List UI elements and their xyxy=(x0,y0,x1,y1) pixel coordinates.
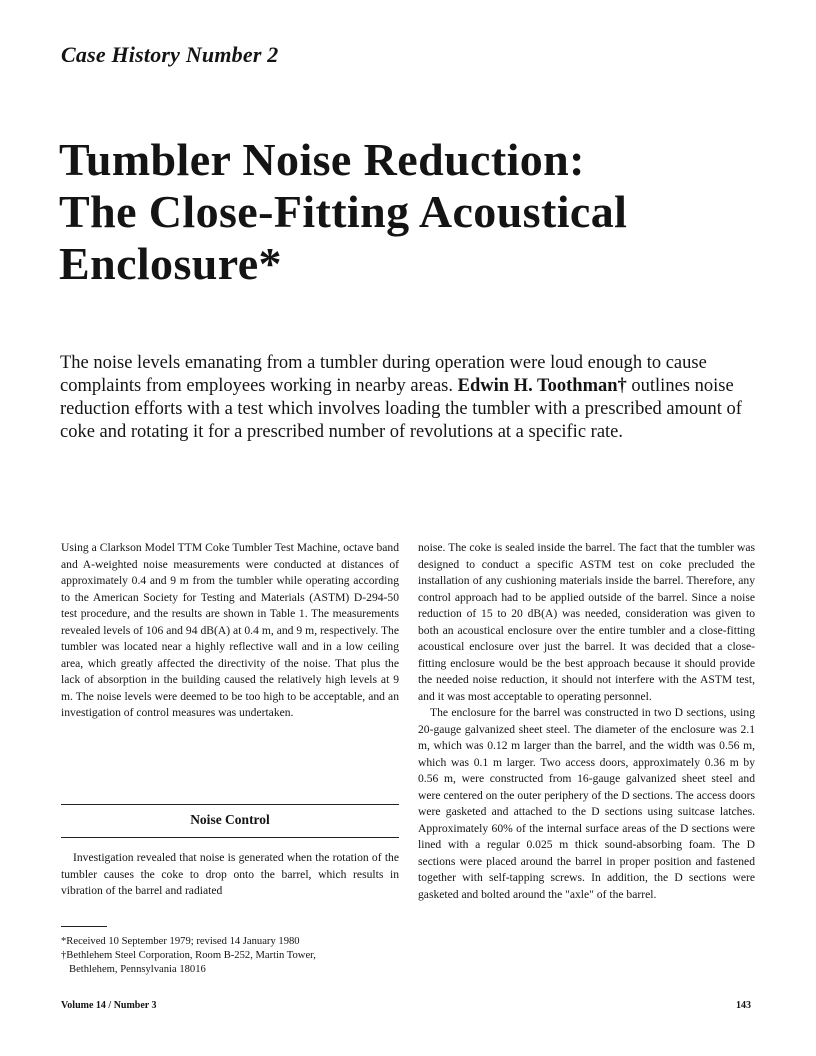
noise-control-paragraph: Investigation revealed that noise is generated when the rotation of the tumbler causes the coke to drop onto the barrel, which results in vibration of the barrel and radiated xyxy=(61,851,399,897)
footnote-received: *Received 10 September 1979; revised 14 January 1980 xyxy=(61,936,300,947)
footer-page-number: 143 xyxy=(736,1000,751,1011)
title-line-3: Enclosure* xyxy=(59,238,282,289)
footnote-affiliation-1: †Bethlehem Steel Corporation, Room B-252, Martin Tower, xyxy=(61,950,316,961)
title-line-2: The Close-Fitting Acoustical xyxy=(59,186,628,237)
footnote-rule xyxy=(61,926,107,927)
section-rule-bottom xyxy=(61,837,399,838)
lead-text-after: outlines noise reduction efforts with a test which involves loading the tumbler with a prescribed amount of coke and rotating it for a prescribed number of revolutions at a specific rate. xyxy=(60,376,742,442)
lead-paragraph xyxy=(60,352,760,444)
left-column xyxy=(61,540,399,722)
footnotes xyxy=(61,935,399,977)
right-column xyxy=(418,540,755,903)
intro-paragraph: Using a Clarkson Model TTM Coke Tumbler Test Machine, octave band and A-weighted noise measurements were conducted at distances of approximately 0.4 and 9 m from the tumbler while operating according to the American Society for Testing and Materials (ASTM) D-294-50 test procedure, and the results are shown in Table 1. The measurements revealed levels of 106 and 94 dB(A) at 0.4 m, and 9 m, respectively. The tumbler was located near a highly reflective wall and in a low ceiling area, which greatly affected the directivity of the noise. That plus the lack of absorption in the building caused the relatively high levels at 9 m. The noise levels were deemed to be too high to be acceptable, and an investigation of control measures was undertaken. xyxy=(61,541,399,719)
author-name: Edwin H. Toothman† xyxy=(457,376,627,396)
right-paragraph-1: noise. The coke is sealed inside the barrel. The fact that the tumbler was designed to conduct a specific ASTM test on coke precluded the installation of any cushioning materials inside the barrel. Therefore, any control approach had to be applied outside of the barrel. Since a noise reduction of 15 to 20 dB(A) was needed, consideration was given to both an acoustical enclosure over the entire tumbler and a close-fitting acoustical enclosure over just the barrel. It was decided that a close-fitting enclosure would be the best approach because it should provide the needed noise reduction, it should not interfere with the ASTM test, and it was most acceptable to operating personnel. xyxy=(418,541,755,703)
footnote-affiliation-2: Bethlehem, Pennsylvania 18016 xyxy=(69,964,206,975)
section-heading-noise-control: Noise Control xyxy=(190,812,270,827)
footer-issue: Volume 14 / Number 3 xyxy=(61,1000,157,1011)
lead-text-before: The noise levels emanating from a tumbler during operation were loud enough to cause complaints from employees working in nearby areas. xyxy=(60,353,707,396)
case-history-kicker: Case History Number 2 xyxy=(61,42,279,67)
right-paragraph-2: The enclosure for the barrel was constructed in two D sections, using 20-gauge galvanized sheet steel. The diameter of the enclosure was 2.1 m, which was 0.12 m larger than the barrel, and the width was 0.56 m, which was 0.1 m larger. Two access doors, approximately 0.36 m by 0.56 m, were constructed from 16-gauge galvanized sheet steel and were centered on the outer periphery of the D sections. The access doors were gasketed and attached to the D sections using suitcase latches. Approximately 60% of the internal surface areas of the D sections were lined with a regular 0.025 m thick sound-absorbing foam. The D sections were placed around the barrel in proper position and fastened together with self-tapping screws. In addition, the D sections were gasketed and bolted around the "axle" of the barrel. xyxy=(418,706,755,901)
article-title xyxy=(59,134,779,290)
noise-control-column xyxy=(61,850,399,900)
title-line-1: Tumbler Noise Reduction: xyxy=(59,134,585,185)
section-rule-top xyxy=(61,804,399,805)
